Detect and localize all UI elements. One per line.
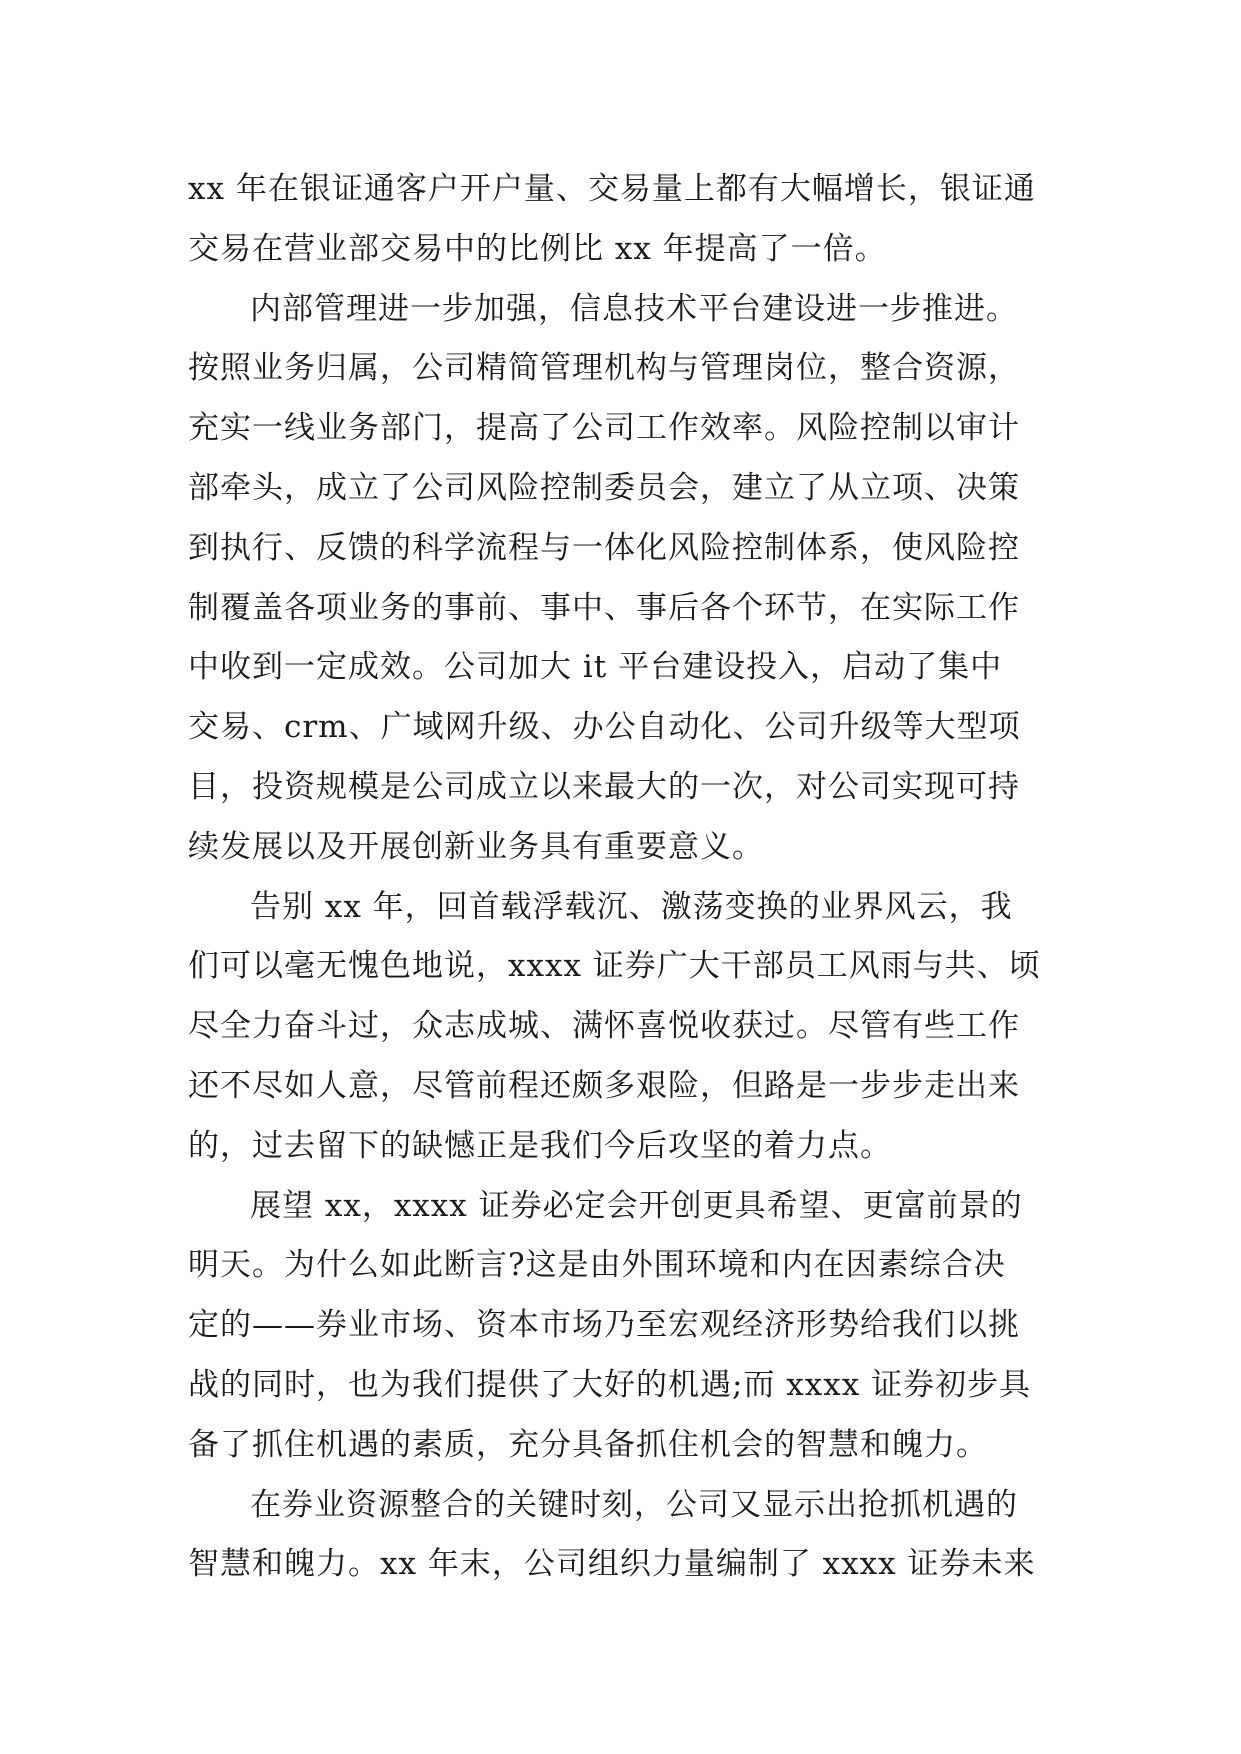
text-line: 按照业务归属，公司精简管理机构与管理岗位，整合资源， (188, 350, 1020, 387)
text-line: 到执行、反馈的科学流程与一体化风险控制体系，使风险控 (188, 529, 1020, 566)
text-line: 中收到一定成效。公司加大 it 平台建设投入，启动了集中 (188, 649, 1003, 686)
paragraph-internal-management (188, 280, 1048, 878)
text-line: 在券业资源整合的关键时刻，公司又显示出抢抓机遇的 (250, 1486, 1018, 1523)
text-line: 明天。为什么如此断言?这是由外围环境和内在因素综合决 (188, 1247, 1006, 1284)
text-line: 还不尽如人意，尽管前程还颇多艰险，但路是一步步走出来 (188, 1067, 1020, 1104)
paragraph-yinzhengtong (188, 160, 1048, 280)
text-line: 定的——券业市场、资本市场乃至宏观经济形势给我们以挑 (188, 1307, 1020, 1344)
text-line: 告别 xx 年，回首载浮载沉、激荡变换的业界风云，我 (250, 888, 1013, 925)
text-line: 交易在营业部交易中的比例比 xx 年提高了一倍。 (188, 230, 887, 267)
text-line: 交易、crm、广域网升级、办公自动化、公司升级等大型项 (188, 709, 1021, 746)
text-line: 尽全力奋斗过，众志成城、满怀喜悦收获过。尽管有些工作 (188, 1008, 1020, 1045)
text-line: 制覆盖各项业务的事前、事中、事后各个环节，在实际工作 (188, 589, 1020, 626)
document-body (188, 160, 1048, 1595)
text-line: 智慧和魄力。xx 年末，公司组织力量编制了 xxxx 证券未来 (188, 1546, 1036, 1583)
text-line: 充实一线业务部门，提高了公司工作效率。风险控制以审计 (188, 410, 1020, 447)
text-line: 目，投资规模是公司成立以来最大的一次，对公司实现可持 (188, 768, 1020, 805)
text-line: 部牵头，成立了公司风险控制委员会，建立了从立项、决策 (188, 469, 1020, 506)
text-line: xx 年在银证通客户开户量、交易量上都有大幅增长，银证通 (188, 171, 1036, 207)
text-line: 内部管理进一步加强，信息技术平台建设进一步推进。 (250, 290, 1018, 327)
text-line: 们可以毫无愧色地说，xxxx 证券广大干部员工风雨与共、顷 (188, 948, 1041, 985)
paragraph-outlook (188, 1177, 1048, 1476)
text-line: 的，过去留下的缺憾正是我们今后攻坚的着力点。 (188, 1127, 892, 1164)
text-line: 备了抓住机遇的素质，充分具备抓住机会的智慧和魄力。 (188, 1426, 988, 1463)
text-line: 战的同时，也为我们提供了大好的机遇;而 xxxx 证券初步具 (188, 1366, 1032, 1403)
paragraph-farewell (188, 878, 1048, 1177)
text-line: 展望 xx，xxxx 证券必定会开创更具希望、更富前景的 (250, 1187, 1023, 1224)
text-line: 续发展以及开展创新业务具有重要意义。 (188, 828, 764, 865)
paragraph-integration (188, 1476, 1048, 1596)
